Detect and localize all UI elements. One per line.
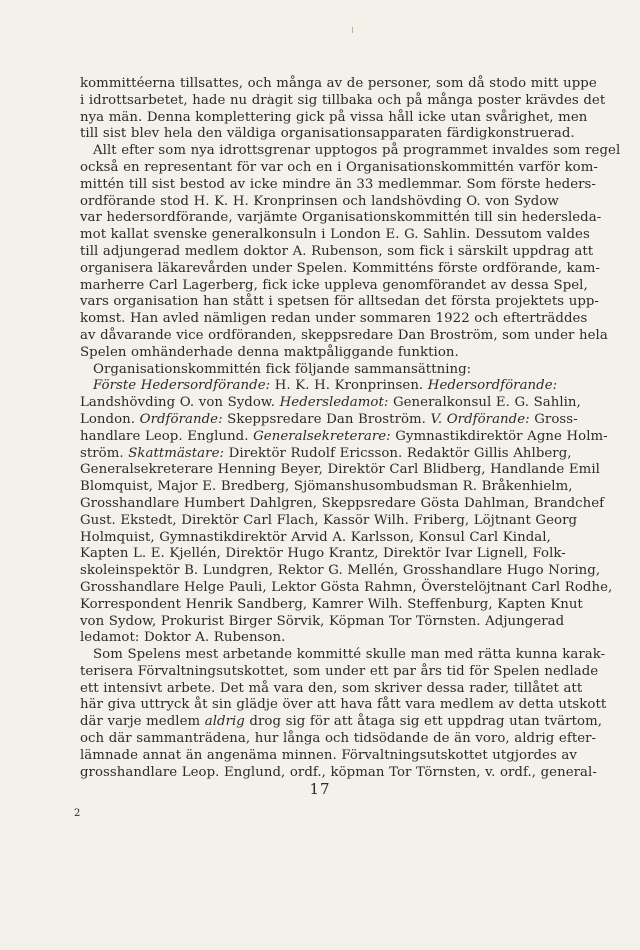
text-run: Gust. Ekstedt, Direktör Carl Flach, Kassör Wilh. Friberg, Löjtnant Georg — [80, 512, 578, 528]
text-line — [80, 579, 613, 597]
text-line — [80, 714, 603, 731]
italic-heading: aldrig — [204, 714, 245, 730]
text-run: där varje medlem — [80, 714, 205, 730]
text-line: i idrottsarbetet, hade nu dragit sig tillbaka och på många poster krävdes det — [80, 92, 606, 108]
text-run: Blomquist, Major E. Bredberg, Sjömanshusombudsman R. Bråkenhielm, — [80, 479, 573, 495]
text-run: Generalsekreterare Henning Beyer, Direktör Carl Blidberg, Handlande Emil — [80, 462, 600, 478]
text-line — [80, 479, 573, 496]
text-run: Landshövding O. von Sydow. — [80, 395, 280, 411]
text-line: kommittéerna tillsattes, och många av de personer, som då stodo mitt uppe — [80, 76, 597, 91]
printing-mark — [352, 27, 353, 33]
text-run: Gross- — [529, 411, 578, 427]
paragraph — [80, 76, 606, 143]
text-run: grosshandlare Leop. Englund, ordf., köpman Tor Törnsten, v. ordf., general- — [80, 764, 597, 780]
text-run: Skeppsredare Dan Broström. — [222, 411, 431, 427]
text-run: Grosshandlare Humbert Dahlgren, Skeppsredare Gösta Dahlman, Brandchef — [80, 495, 605, 511]
text-run: Holmquist, Gymnastikdirektör Arvid A. Karlsson, Konsul Carl Kindal, — [80, 529, 551, 545]
text-line — [80, 747, 577, 765]
text-line — [80, 596, 583, 614]
text-line — [80, 697, 607, 714]
text-run: Korrespondent Henrik Sandberg, Kamrer Wilh. Steffenburg, Kapten Knut — [80, 596, 583, 612]
text-line: nya män. Denna komplettering gick på vissa håll icke utan svårighet, men — [80, 109, 588, 125]
text-line — [80, 529, 551, 547]
text-line: Spelen omhänderhade denna maktpåliggande funktion. — [80, 344, 459, 360]
text-line — [80, 462, 600, 479]
text-run: H. K. H. Kronprinsen. — [270, 378, 428, 394]
text-line: vars organisation han stått i spetsen för alltsedan det första projektets upp- — [80, 294, 599, 310]
text-line — [80, 680, 583, 698]
text-run: skoleinspektör B. Lundgren, Rektor G. Mellén, Grosshandlare Hugo Noring, — [80, 563, 601, 579]
italic-heading: Förste Hedersordförande: — [93, 378, 271, 394]
paragraph — [80, 362, 527, 379]
text-line — [80, 630, 527, 647]
italic-heading: Ordförande: — [139, 411, 223, 427]
text-line: mot kallat svenske generalkonsuln i London E. G. Sahlin. Dessutom valdes — [80, 227, 590, 243]
text-run: Kapten L. E. Kjellén, Direktör Hugo Krantz, Direktör Ivar Lignell, Folk- — [80, 546, 566, 562]
text-line: till adjungerad medlem doktor A. Rubenson, som fick i särskilt uppdrag att — [80, 243, 594, 259]
text-line: mittén till sist bestod av icke mindre än 33 medlemmar. Som förste heders- — [80, 176, 596, 192]
text-line: organisera läkarevården under Spelen. Kommitténs förste ordförande, kam- — [80, 260, 600, 276]
page-number: 17 — [309, 780, 331, 798]
text-line — [80, 731, 597, 748]
text-run: ledamot: Doktor A. Rubenson. — [80, 630, 286, 646]
text-line: komst. Han avled nämligen redan under sommaren 1922 och efterträddes — [80, 311, 588, 327]
text-run: och där sammanträdena, hur långa och tidsödande de än voro, aldrig efter- — [80, 731, 597, 747]
text-run: von Sydow, Prokurist Birger Sörvik, Köpman Tor Törnsten. Adjungerad — [80, 613, 565, 629]
text-line — [80, 411, 578, 429]
text-run: drog sig för att åtaga sig ett uppdrag utan tvärtom, — [244, 714, 603, 730]
italic-heading: Hedersledamot: — [279, 395, 389, 411]
paragraph — [80, 143, 621, 361]
text-line: var hedersordförande, varjämte Organisationskommittén till sin hedersleda- — [80, 210, 602, 226]
text-run: terisera Förvaltningsutskottet, som under ett par års tid för Spelen nedlade — [80, 663, 599, 679]
paragraph — [80, 647, 607, 781]
text-line: Allt efter som nya idrottsgrenar upptogos på programmet invaldes som regel — [93, 143, 621, 159]
text-run: lämnade annat än angenäma minnen. Förvaltningsutskottet utgjordes av — [80, 747, 577, 763]
italic-heading: Generalsekreterare: — [253, 428, 391, 444]
italic-heading: Hedersordförande: — [427, 378, 558, 394]
text-line — [80, 428, 608, 446]
text-line — [80, 512, 578, 530]
text-line — [80, 546, 566, 563]
text-line — [80, 378, 558, 395]
signature-mark: 2 — [74, 808, 81, 819]
text-line: också en representant för var och en i Organisationskommittén varför kom- — [80, 159, 598, 175]
text-line — [80, 647, 606, 664]
text-run: ett intensivt arbete. Det må vara den, som skriver dessa rader, tillåtet att — [80, 680, 583, 696]
text-line — [80, 445, 572, 463]
text-run: Direktör Rudolf Ericsson. Redaktör Gillis Ahlberg, — [224, 445, 572, 461]
text-line — [80, 613, 565, 631]
text-line — [80, 395, 581, 412]
text-line — [80, 495, 605, 513]
text-line — [80, 764, 597, 782]
text-run: Som Spelens mest arbetande kommitté skulle man med rätta kunna karak- — [93, 647, 606, 663]
body-text — [80, 76, 621, 781]
text-run: Gymnastikdirektör Agne Holm- — [390, 428, 608, 444]
text-line: Organisationskommittén fick följande sammansättning: — [93, 361, 472, 377]
text-line — [80, 663, 599, 681]
text-run: London. — [80, 411, 140, 427]
text-line: av dåvarande vice ordföranden, skeppsredare Dan Broström, som under hela — [80, 327, 608, 343]
text-line — [80, 563, 601, 580]
text-line: ordförande stod H. K. H. Kronprinsen och landshövding O. von Sydow — [80, 193, 559, 209]
italic-heading: V. Ordförande: — [430, 411, 530, 427]
text-run: Generalkonsul E. G. Sahlin, — [388, 395, 581, 411]
text-run: Grosshandlare Helge Pauli, Lektor Gösta Rahmn, Överstelöjtnant Carl Rodhe, — [80, 579, 613, 595]
text-line: till sist blev hela den väldiga organisationsapparaten färdigkonstruerad. — [80, 126, 575, 142]
paragraph — [80, 378, 613, 647]
text-run: ström. — [80, 445, 129, 461]
text-run: handlare Leop. Englund. — [80, 428, 254, 444]
text-line: marherre Carl Lagerberg, fick icke uppleva genomförandet av dessa Spel, — [80, 277, 588, 293]
text-run: här giva uttryck åt sin glädje över att hava fått vara medlem av detta utskott — [80, 697, 607, 713]
italic-heading: Skattmästare: — [128, 445, 225, 461]
